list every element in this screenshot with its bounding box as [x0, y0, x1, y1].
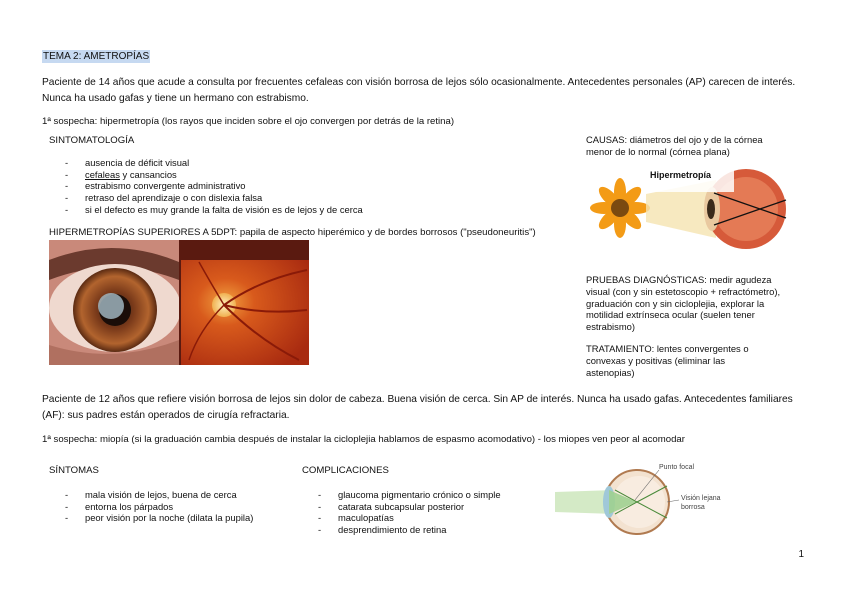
complications-list	[318, 489, 501, 536]
document-title: TEMA 2: AMETROPÍAS	[43, 51, 150, 62]
diagnostics-text: PRUEBAS DIAGNÓSTICAS: medir agudeza visual (con y sin estetoscopio + refractómetro), graduación con y sin cicloplejia, explorar la motilidad extrínseca ocular (suelen tener estrabismo)	[586, 274, 781, 333]
symptoms-list	[65, 489, 253, 524]
case2-suspicion: 1ª sospecha: miopía (si la graduación cambia después de instalar la cicloplejia hablamos de espasmo acomodativo) - los miopes ven peor al acomodar	[42, 434, 685, 445]
distant-vision-label: Visión lejana	[681, 495, 721, 502]
list-item: - glaucoma pigmentario crónico o simple	[318, 489, 501, 501]
blurry-label: borrosa	[681, 504, 705, 511]
superior-hypermetropia-note: HIPERMETROPÍAS SUPERIORES A 5DPT: papila de aspecto hiperémico y de bordes borrosos ("pseudoneuritis")	[49, 227, 536, 238]
list-item: - entorna los párpados	[65, 501, 253, 513]
list-item: - ausencia de déficit visual	[65, 157, 363, 169]
list-item: - catarata subcapsular posterior	[318, 501, 501, 513]
symptomatology-heading: SINTOMATOLOGÍA	[49, 135, 135, 146]
list-item: - maculopatías	[318, 512, 501, 524]
case1-paragraph: Paciente de 14 años que acude a consulta por frecuentes cefaleas con visión borrosa de lejos sólo ocasionalmente. Antecedentes personales (AP) carecen de interés. Nunca ha usado gafas y tiene un hermano con estrabismo.	[42, 77, 796, 104]
eye-photos-illustration	[49, 240, 309, 365]
case1-suspicion: 1ª sospecha: hipermetropía (los rayos que inciden sobre el ojo convergen por detrás de la retina)	[42, 116, 455, 127]
list-item: - mala visión de lejos, buena de cerca	[65, 489, 253, 501]
list-item: - desprendimiento de retina	[318, 524, 501, 536]
myopia-illustration	[555, 462, 735, 542]
hypermetropia-diagram	[586, 158, 792, 260]
list-item: - estrabismo convergente administrativo	[65, 180, 363, 192]
symptom-list	[65, 157, 363, 216]
treatment-text: TRATAMIENTO: lentes convergentes o convexas y positivas (eliminar las astenopias)	[586, 343, 749, 378]
causes-text: CAUSAS: diámetros del ojo y de la córnea menor de lo normal (córnea plana)	[586, 134, 763, 157]
eye-photos	[49, 240, 309, 365]
underlined-word: cefaleas	[85, 168, 120, 180]
page-number: 1	[798, 549, 804, 560]
myopia-diagram	[555, 462, 735, 542]
list-item: - si el defecto es muy grande la falta de visión es de lejos y de cerca	[65, 204, 363, 216]
focal-point-label: Punto focal	[659, 464, 695, 471]
list-item	[65, 169, 363, 181]
complications-heading: COMPLICACIONES	[302, 465, 389, 476]
list-item: - peor visión por la noche (dilata la pupila)	[65, 512, 253, 524]
symptoms-heading: SÍNTOMAS	[49, 465, 99, 476]
case2-paragraph: Paciente de 12 años que refiere visión borrosa de lejos sin dolor de cabeza. Buena visión de cerca. Sin AP de interés. Nunca ha usado gafas. Antecedentes familiares (AF): sus padres están operados de cirugía refractaria.	[42, 394, 793, 421]
list-item-text: y cansancios	[122, 168, 177, 180]
diagram-label: Hipermetropía	[650, 170, 712, 180]
list-item: - retraso del aprendizaje o con dislexia falsa	[65, 192, 363, 204]
